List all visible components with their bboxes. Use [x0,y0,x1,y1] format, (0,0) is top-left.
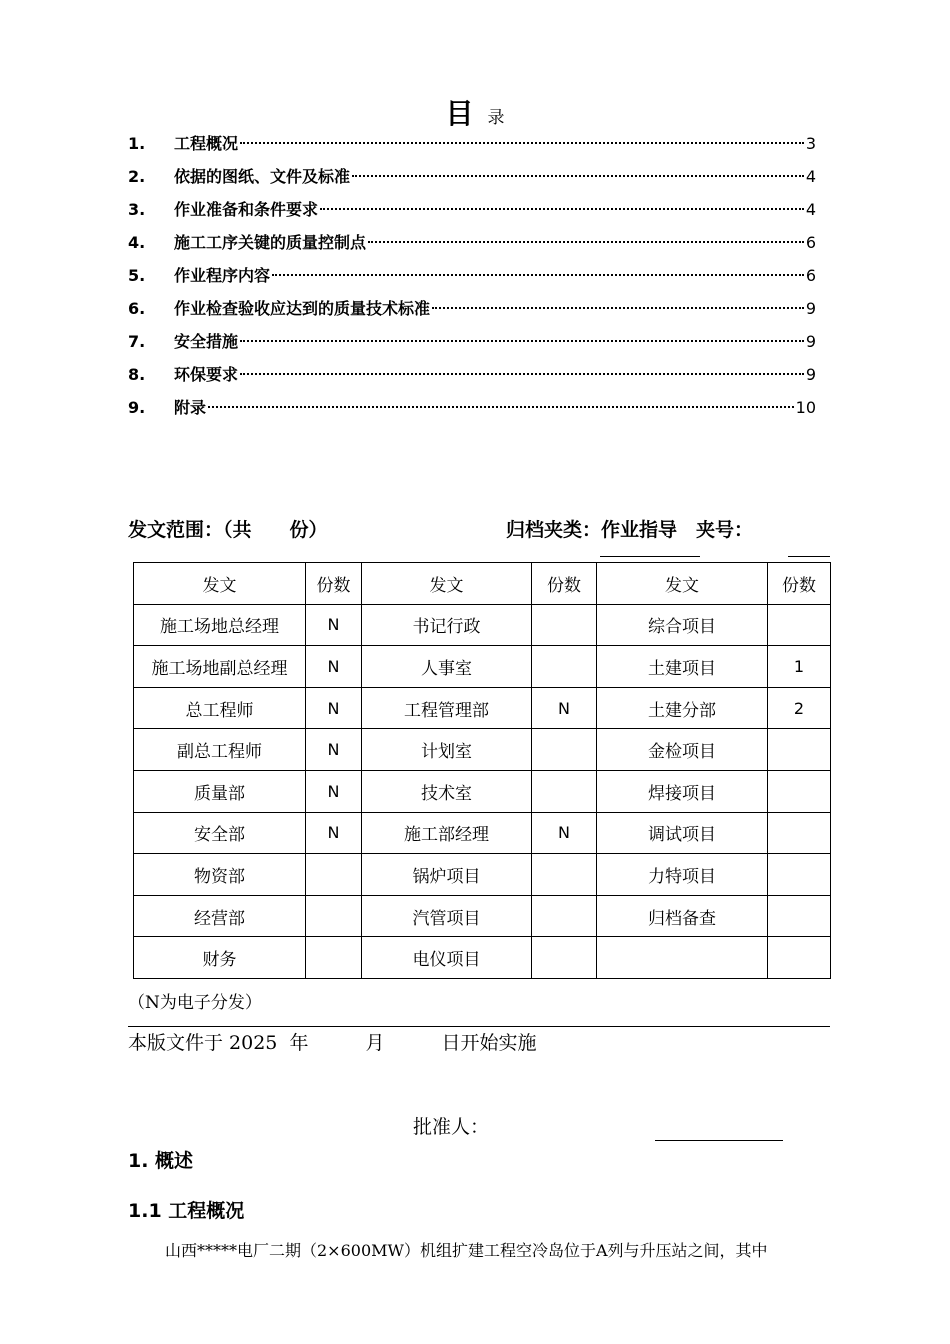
toc-entry[interactable] [128,391,816,424]
recipient-cell: 焊接项目 [597,770,768,812]
copies-cell [768,937,831,979]
copies-cell [768,604,831,646]
recipient-cell: 电仪项目 [362,937,532,979]
toc-title-sub: 录 [487,108,505,128]
toc-entry-number: 9. [128,398,146,417]
distribution-table [133,562,831,979]
toc-dot-leader [320,208,804,210]
table-row [134,646,831,688]
toc-entry[interactable] [128,325,816,358]
recipient-cell: 锅炉项目 [362,854,532,896]
distribution-scope: 发文范围：（共 份） [128,519,328,541]
table-row [134,729,831,771]
toc-entry-title: 依据的图纸、文件及标准 [174,167,351,186]
recipient-cell: 土建分部 [597,687,768,729]
copies-cell [306,854,362,896]
recipient-cell: 施工场地副总经理 [134,646,306,688]
toc-title [0,92,950,132]
copies-cell [768,812,831,854]
toc-title-main: 目 [445,97,474,130]
copies-cell [532,937,597,979]
toc-dot-leader [240,340,804,342]
recipient-cell: 物资部 [134,854,306,896]
table-row [134,770,831,812]
divider-line [128,1026,830,1027]
copies-cell [532,646,597,688]
toc-entry-page: 6 [805,233,816,252]
copies-cell [768,854,831,896]
copies-cell [532,895,597,937]
table-row [134,937,831,979]
recipient-cell: 调试项目 [597,812,768,854]
toc-entry-number: 8. [128,365,146,384]
column-header-copies: 份数 [532,563,597,605]
toc-entry-title: 附录 [174,398,207,417]
toc-entry[interactable] [128,226,816,259]
copies-cell: N [306,770,362,812]
recipient-cell: 施工部经理 [362,812,532,854]
recipient-cell: 财务 [134,937,306,979]
toc-dot-leader [240,373,804,375]
toc-entry-title: 环保要求 [174,365,239,384]
copies-cell [768,729,831,771]
toc-entry-number: 5. [128,266,146,285]
recipient-cell: 综合项目 [597,604,768,646]
column-header-recipient: 发文 [597,563,768,605]
copies-cell: 2 [768,687,831,729]
recipient-cell: 副总工程师 [134,729,306,771]
toc-entry[interactable] [128,292,816,325]
copies-cell: N [306,687,362,729]
column-header-copies: 份数 [768,563,831,605]
section-heading: 1. 概述 [128,1150,194,1172]
effective-date-line: 本版文件于 2025 年 月 日开始实施 [128,1032,537,1054]
toc-entry-number: 1. [128,134,146,153]
table-row [134,812,831,854]
toc-entry-page: 9 [805,365,816,384]
distribution-header [128,515,828,545]
subsection-heading: 1.1 工程概况 [128,1200,245,1222]
approver-signature-blank [655,1140,783,1141]
toc-entry-page: 6 [805,266,816,285]
recipient-cell: 施工场地总经理 [134,604,306,646]
recipient-cell: 力特项目 [597,854,768,896]
toc-entry-number: 3. [128,200,146,219]
toc-dot-leader [432,307,804,309]
toc-entry-number: 7. [128,332,146,351]
toc-entry-page: 4 [805,200,816,219]
distribution-note: （N为电子分发） [128,993,262,1013]
copies-cell: N [306,729,362,771]
table-row [134,854,831,896]
toc-entry-page: 4 [805,167,816,186]
toc-entry[interactable] [128,160,816,193]
toc-entry-number: 2. [128,167,146,186]
table-row [134,604,831,646]
copies-cell: N [532,687,597,729]
copies-cell [306,895,362,937]
recipient-cell: 归档备查 [597,895,768,937]
copies-cell [532,854,597,896]
toc-entry-page: 3 [805,134,816,153]
body-paragraph: 山西*****电厂二期（2×600MW）机组扩建工程空冷岛位于A列与升压站之间，其中 [165,1241,768,1260]
column-header-recipient: 发文 [362,563,532,605]
folder-number-blank [788,556,830,557]
toc-entry-title: 工程概况 [174,134,239,153]
recipient-cell: 总工程师 [134,687,306,729]
toc-dot-leader [368,241,804,243]
copies-cell [768,770,831,812]
recipient-cell: 人事室 [362,646,532,688]
recipient-cell: 经营部 [134,895,306,937]
toc-entry-title: 施工工序关键的质量控制点 [174,233,367,252]
copies-cell: N [306,646,362,688]
recipient-cell: 质量部 [134,770,306,812]
table-row [134,895,831,937]
copies-cell: 1 [768,646,831,688]
toc-dot-leader [352,175,804,177]
recipient-cell: 汽管项目 [362,895,532,937]
column-header-copies: 份数 [306,563,362,605]
recipient-cell: 土建项目 [597,646,768,688]
archive-category-blank [600,556,700,557]
recipient-cell: 书记行政 [362,604,532,646]
table-row [134,687,831,729]
toc-entry-page: 9 [805,332,816,351]
recipient-cell: 工程管理部 [362,687,532,729]
toc-entry-page: 10 [795,398,816,417]
toc-entry-number: 4. [128,233,146,252]
recipient-cell: 金检项目 [597,729,768,771]
toc-entry-page: 9 [805,299,816,318]
table-header-row [134,563,831,605]
toc-entry-title: 安全措施 [174,332,239,351]
column-header-recipient: 发文 [134,563,306,605]
toc-entry-title: 作业检查验收应达到的质量技术标准 [174,299,431,318]
toc-entry[interactable] [128,193,816,226]
table-of-contents [128,127,816,424]
toc-entry-title: 作业程序内容 [174,266,271,285]
toc-dot-leader [208,406,794,408]
toc-entry[interactable] [128,358,816,391]
copies-cell [532,604,597,646]
copies-cell: N [306,604,362,646]
recipient-cell [597,937,768,979]
recipient-cell: 计划室 [362,729,532,771]
recipient-cell: 安全部 [134,812,306,854]
toc-entry[interactable] [128,127,816,160]
approver-label: 批准人： [413,1116,490,1138]
copies-cell [532,729,597,771]
recipient-cell: 技术室 [362,770,532,812]
copies-cell [768,895,831,937]
copies-cell [306,937,362,979]
archive-category: 归档夹类：作业指导 夹号： [506,519,754,541]
toc-dot-leader [272,274,804,276]
copies-cell: N [306,812,362,854]
toc-entry-number: 6. [128,299,146,318]
toc-dot-leader [240,142,804,144]
toc-entry-title: 作业准备和条件要求 [174,200,319,219]
toc-entry[interactable] [128,259,816,292]
copies-cell: N [532,812,597,854]
copies-cell [532,770,597,812]
